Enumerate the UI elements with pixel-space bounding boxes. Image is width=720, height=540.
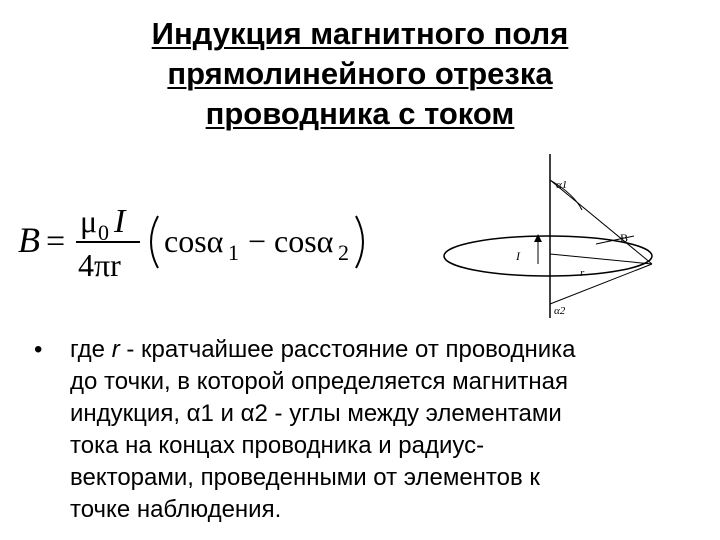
title-line-2: прямолинейного отрезка bbox=[167, 56, 553, 91]
current-arrow-head bbox=[534, 234, 542, 242]
label-alpha1: α1 bbox=[556, 179, 568, 191]
bullet-r-symbol: r bbox=[111, 336, 120, 363]
radius-r bbox=[550, 254, 652, 264]
formula-lhs: B bbox=[18, 220, 40, 260]
slide-title bbox=[0, 14, 720, 134]
bullet-line-5: векторами, проведенными от элементов к bbox=[70, 464, 540, 491]
bullet-line-3-and: и bbox=[213, 400, 241, 427]
bullet-line-1 bbox=[70, 334, 704, 366]
title-line-3: проводника с током bbox=[205, 96, 515, 131]
bullet-marker: • bbox=[34, 336, 43, 363]
formula-denominator: 4πr bbox=[78, 247, 121, 283]
formula-cos2: cosα bbox=[274, 223, 334, 259]
bullet-line-3-start: индукция, bbox=[70, 400, 187, 427]
radius-vector-bottom bbox=[550, 264, 652, 304]
bullet-line-3-end: - углы между элементами bbox=[267, 400, 562, 427]
bullet-text bbox=[70, 334, 704, 526]
conductor-diagram bbox=[430, 152, 670, 320]
title-line-1: Индукция магнитного поля bbox=[151, 16, 569, 51]
formula-sub1: 1 bbox=[228, 240, 239, 265]
formula-cos1: cosα bbox=[164, 223, 224, 259]
formula-mu: μ bbox=[80, 203, 98, 239]
formula-equals: = bbox=[46, 223, 66, 260]
label-alpha2: α2 bbox=[554, 305, 566, 317]
formula-sub2: 2 bbox=[338, 240, 349, 265]
label-i: I bbox=[516, 249, 520, 263]
bullet-alpha2: α2 bbox=[240, 400, 268, 427]
biot-savart-formula bbox=[18, 196, 378, 286]
bullet-line-3 bbox=[70, 398, 704, 430]
bullet-item bbox=[34, 334, 704, 526]
formula-current: I bbox=[114, 203, 126, 240]
formula-minus: − bbox=[248, 223, 267, 259]
bullet-line-4: тока на концах проводника и радиус- bbox=[70, 432, 485, 459]
label-b: B bbox=[620, 231, 629, 245]
bullet-alpha1: α1 bbox=[186, 400, 214, 427]
bullet-line-1-start: где bbox=[70, 336, 112, 363]
radius-vector-top bbox=[550, 180, 652, 264]
bullet-line-6: точке наблюдения. bbox=[70, 496, 282, 523]
right-paren bbox=[356, 216, 363, 268]
label-r: r bbox=[580, 267, 585, 279]
bullet-line-2: до точки, в которой определяется магнитная bbox=[70, 368, 569, 395]
left-paren bbox=[151, 216, 158, 268]
bullet-line-1-end: - кратчайшее расстояние от проводника bbox=[119, 336, 576, 363]
formula-mu-subscript: 0 bbox=[98, 220, 109, 245]
